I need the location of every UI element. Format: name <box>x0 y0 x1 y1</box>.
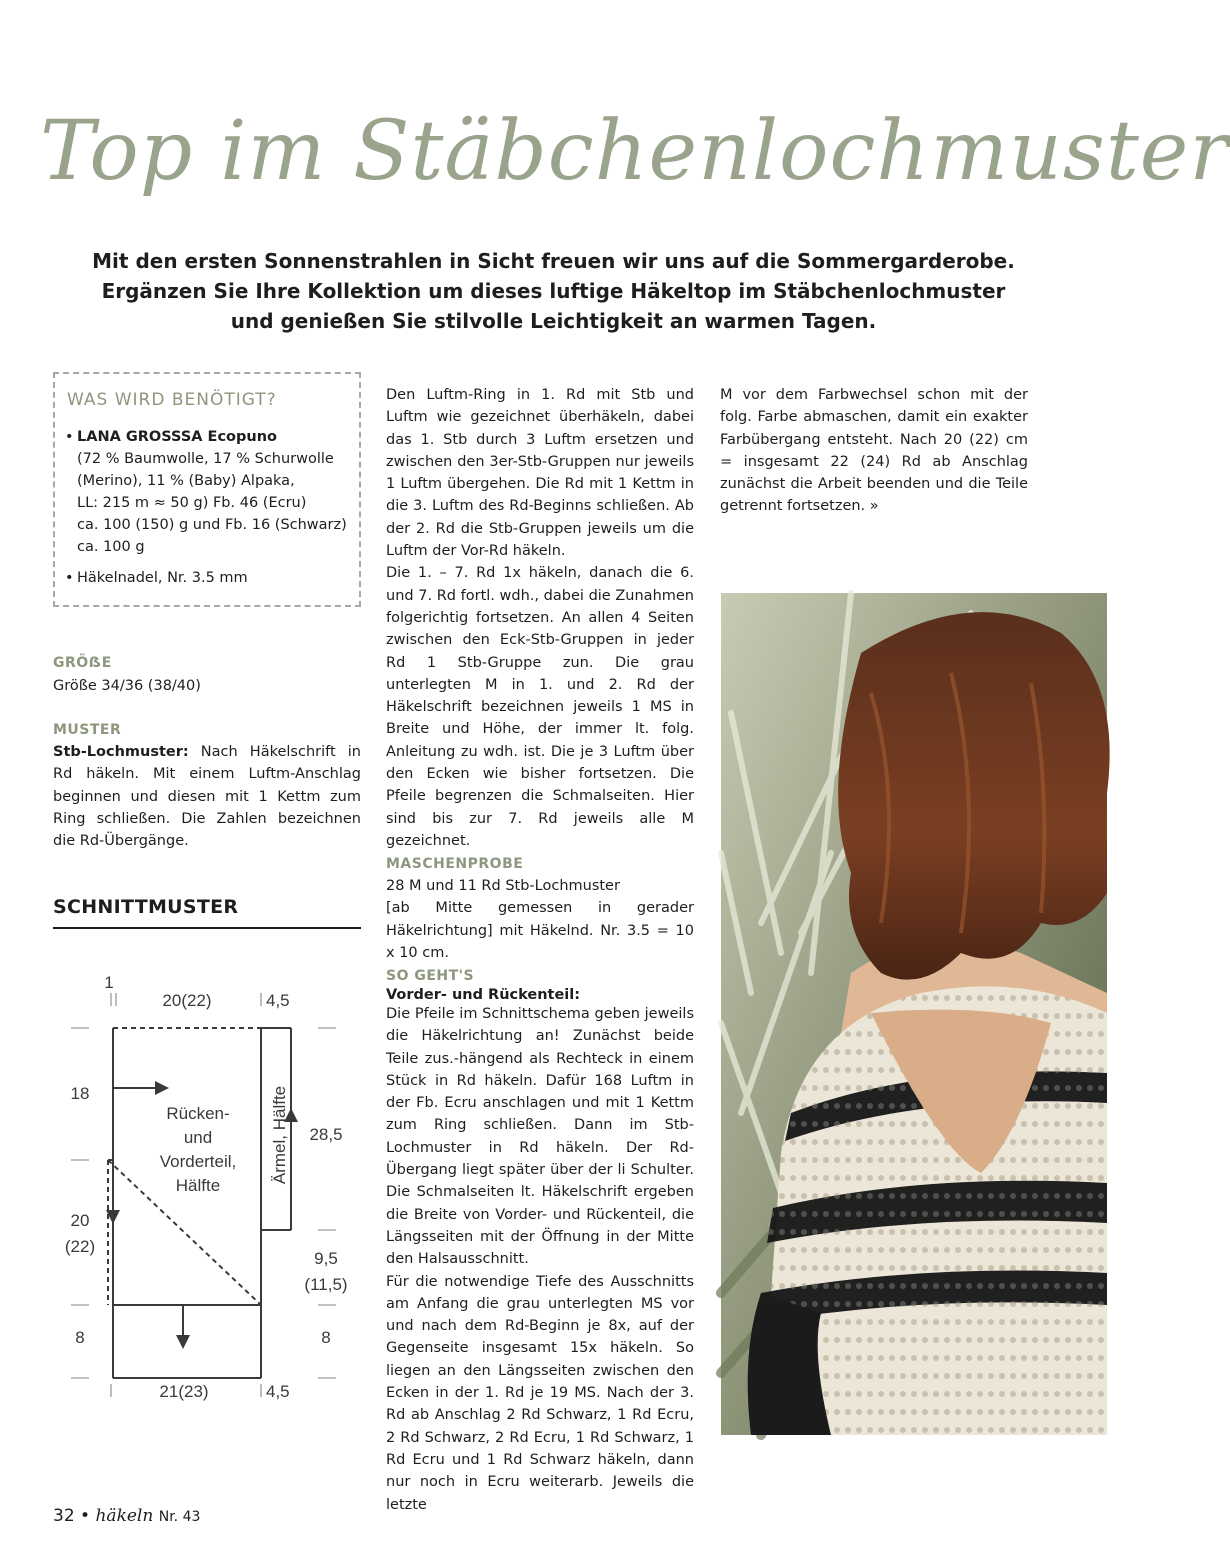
page-title: Top im Stäbchenlochmuster <box>40 104 1230 199</box>
how-to-paragraph-2: Für die notwendige Tiefe des Ausschnitts am Anfang die grau unterlegten MS vor und nach dem Rd-Beginn je 8x, auf der Gegenseite insgesamt 15x häkeln. So liegen an den Längsseiten zwischen den Ecken in der 1. Rd je 19 MS. Nach der 3. Rd ab Anschlag 2 Rd Schwarz, 1 Rd Ecru, 2 Rd Schwarz, 2 Rd Ecru, 1 Rd Schwarz, 1 Rd Ecru und 1 Rd Schwarz häkeln, dann nur noch in Ecru weiterarb. Jeweils die letzte <box>386 1273 694 1513</box>
dim-right-2b: (11,5) <box>304 1275 348 1294</box>
body-label-line-2: und <box>183 1128 213 1147</box>
page-footer <box>53 1506 200 1526</box>
col2-paragraph-2: Die 1. – 7. Rd 1x häkeln, danach die 6. und 7. Rd fortl. wdh., dabei die Zunahmen folgerichtig fortsetzen. An allen 4 Seiten zwischen den Eck-Stb-Gruppen in jeder Rd 1 Stb-Gruppe zun. Die grau unterlegten M in 1. und 2. Rd der Häkelschrift bezeichnen jeweils 1 MS in Breite und Höhe, der immer lt. folg. Anleitung zu wdh. ist. Die je 3 Luftm über den Ecken wie bisher fortsetzen. Die Pfeile begrenzen die Schmalseiten. Hier sind bis zur 7. Rd jeweils alle M gezeichnet. <box>386 565 694 849</box>
schnittmuster-heading: SCHNITTMUSTER <box>53 896 361 929</box>
footer-bullet: • <box>80 1506 91 1526</box>
pattern-text <box>53 741 361 852</box>
col3-paragraph-1: M vor dem Farbwechsel schon mit der folg. Farbe abmaschen, damit ein exakter Farbübergang entsteht. Nach 20 (22) cm = insgesamt 22 (24) Rd ab Anschlag zunächst die Arbeit beenden und die Teile getrennt fortsetzen. » <box>720 387 1028 515</box>
gauge-heading: MASCHENPROBE <box>386 856 524 872</box>
dim-right-2a: 9,5 <box>314 1249 338 1268</box>
issue-number: Nr. 43 <box>158 1509 201 1525</box>
dim-left-2a: 20 <box>70 1211 90 1230</box>
how-to-section <box>386 968 694 1516</box>
intro-line-2: Ergänzen Sie Ihre Kollektion um dieses luftige Häkeltop im Stäbchenlochmuster <box>101 279 1006 303</box>
dim-right-1: 28,5 <box>309 1125 343 1144</box>
size-heading: GRÖẞE <box>53 655 112 671</box>
materials-item-yarn <box>65 426 355 558</box>
body-label-line-1: Rücken- <box>166 1104 230 1123</box>
materials-heading: WAS WIRD BENÖTIGT? <box>67 390 277 410</box>
pattern-section <box>53 722 361 852</box>
yarn-name: • LANA GROSSSA Ecopuno <box>77 429 278 445</box>
dim-top-left: 1 <box>104 973 114 992</box>
magazine-brand: häkeln <box>95 1506 154 1526</box>
size-section <box>53 655 361 697</box>
sleeve-label: Ärmel, Hälfte <box>270 1085 289 1185</box>
yarn-description: (72 % Baumwolle, 17 % Schurwolle (Merino), 11 % (Baby) Alpaka, LL: 215 m ≈ 50 g) Fb. 46 (Ecru) ca. 100 (150) g und Fb. 16 (Schwarz) ca. 100 g <box>77 451 347 555</box>
column-2-instructions <box>386 384 694 852</box>
intro-line-1: Mit den ersten Sonnenstrahlen in Sicht freuen wir uns auf die Sommergarderobe. <box>92 249 1015 273</box>
column-3-text <box>720 384 1028 518</box>
size-text: Größe 34/36 (38/40) <box>53 678 201 694</box>
dim-left-2b: (22) <box>64 1237 96 1256</box>
dim-right-3: 8 <box>321 1328 331 1347</box>
intro-line-3: und genießen Sie stilvolle Leichtigkeit an warmen Tagen. <box>230 309 877 333</box>
materials-item-tool: • Häkelnadel, Nr. 3.5 mm <box>65 567 355 589</box>
how-to-heading: SO GEHT'S <box>386 968 475 984</box>
dim-bottom-mid: 21(23) <box>159 1382 209 1401</box>
pattern-body: Nach Häkelschrift in Rd häkeln. Mit einem Luftm-Anschlag beginnen und diesen mit 1 Kettm zum Ring schließen. Die Zahlen bezeichnen die Rd-Übergänge. <box>53 744 361 850</box>
how-to-subheading: Vorder- und Rückenteil: <box>386 987 581 1003</box>
dim-top-mid: 20(22) <box>162 991 212 1010</box>
intro-text <box>60 246 1047 336</box>
dim-top-right: 4,5 <box>266 991 290 1010</box>
pattern-label: Stb-Lochmuster: <box>53 744 189 760</box>
col2-paragraph-1: Den Luftm-Ring in 1. Rd mit Stb und Luftm wie gezeichnet überhäkeln, dabei das 1. Stb durch 3 Luftm ersetzen und zwischen den 3er-Stb-Gruppen nur jeweils 1 Luftm übergehen. Die Rd mit 1 Kettm in die 3. Luftm des Rd-Beginns schließen. Ab der 2. Rd die Stb-Gruppen jeweils um die Luftm der Vor-Rd häkeln. <box>386 387 694 560</box>
materials-box <box>53 372 361 607</box>
dim-bottom-right: 4,5 <box>266 1382 290 1401</box>
how-to-paragraph-1: Die Pfeile im Schnittschema geben jeweils die Häkelrichtung an! Zunächst beide Teile zus.-hängend als Rechteck in einem Stück in Rd häkeln. Dafür 168 Luftm in der Fb. Ecru anschlagen und mit 1 Kettm zum Ring schließen. Dann im Stb-Lochmuster in Rd häkeln. Der Rd-Übergang liegt später über der li Schulter. Die Schmalseiten lt. Häkelschrift ergeben die Breite von Vorder- und Rückenteil, die Längsseiten mit der Öffnung in der Mitte den Halsausschnitt. <box>386 1006 694 1268</box>
model-photo <box>721 593 1107 1435</box>
dim-left-3: 8 <box>75 1328 85 1347</box>
pattern-heading: MUSTER <box>53 722 122 738</box>
dim-left-1: 18 <box>70 1084 90 1103</box>
schnittmuster-diagram <box>53 960 363 1410</box>
body-label-line-3: Vorderteil, <box>159 1152 237 1171</box>
gauge-section <box>386 856 694 964</box>
model-photo-illustration <box>721 593 1107 1435</box>
page-number: 32 <box>53 1506 75 1526</box>
body-label-line-4: Hälfte <box>175 1176 221 1195</box>
gauge-line-2: [ab Mitte gemessen in gerader Häkelrichtung] mit Häkelnd. Nr. 3.5 = 10 x 10 cm. <box>386 900 694 961</box>
gauge-line-1: 28 M und 11 Rd Stb-Lochmuster <box>386 878 620 894</box>
materials-list <box>65 426 355 589</box>
